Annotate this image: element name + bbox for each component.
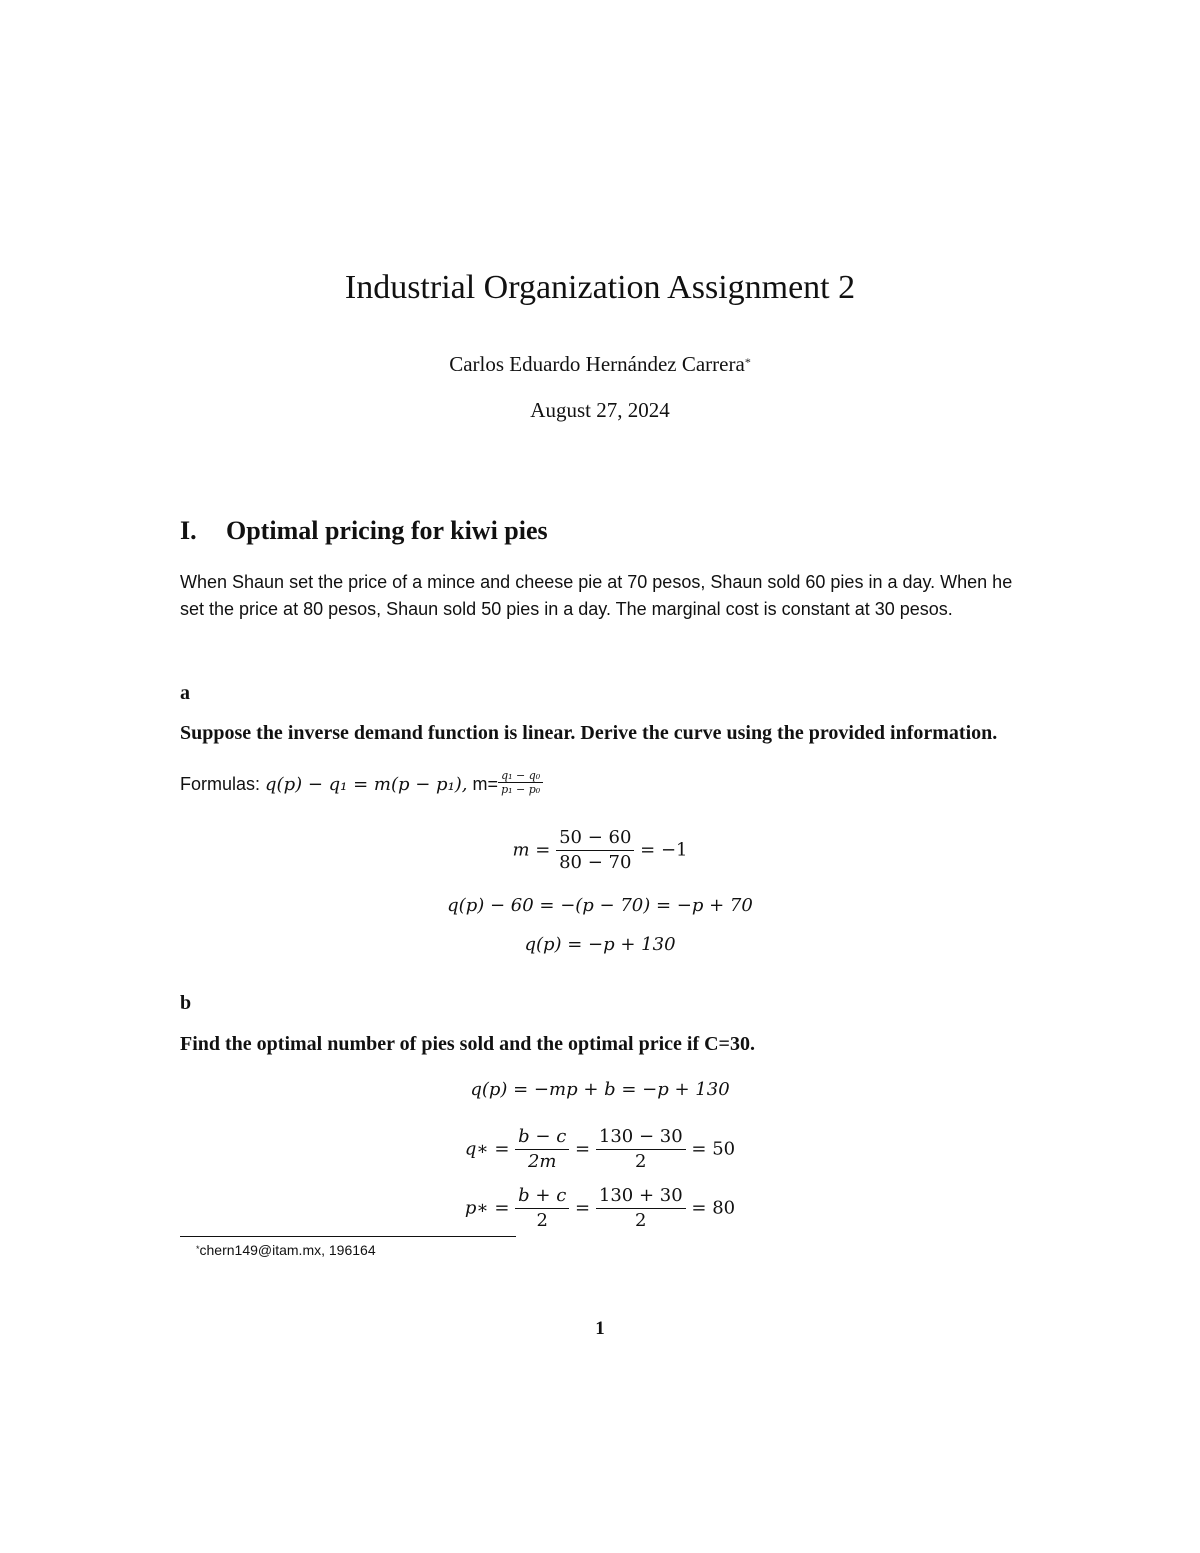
equation-optimal-price [0,1184,1200,1233]
section-intro-paragraph: When Shaun set the price of a mince and cheese pie at 70 pesos, Shaun sold 60 pies in a day. When he set the price at 80 pesos, Shaun sold 50 pies in a day. The marginal cost is constant at 30 pesos. [180,572,1013,619]
equation-lhs: q∗ = [464,1138,510,1160]
part-a-label: a [180,682,190,704]
part-a-question: Suppose the inverse demand function is linear. Derive the curve using the provided information. [180,722,998,744]
formula-point-slope: q(p) − q₁ = m(p − p₁), [265,774,468,795]
footnote-text: chern149@itam.mx, 196164 [199,1242,376,1258]
equation-lhs: m = [512,839,551,861]
fraction-numerator: 130 + 30 [596,1184,686,1209]
equation-rhs: = 80 [691,1197,736,1219]
footnote [196,1240,376,1260]
equation-demand-result: q(p) = −p + 130 [524,934,676,955]
fraction-numerator: b + c [515,1184,569,1209]
part-b-question: Find the optimal number of pies sold and the optimal price if C=30. [180,1033,755,1055]
equation-fraction [515,1125,569,1174]
fraction-denominator: 2 [635,1151,647,1172]
footnote-mark: * [196,1244,200,1254]
part-b-label: b [180,992,192,1014]
equals-sign: = [575,1138,591,1160]
section-heading [180,514,548,548]
author-footnote-mark: * [744,355,751,369]
fraction-numerator: q₁ − q₀ [498,769,543,783]
equation-fraction [515,1184,569,1233]
equation-rhs: = −1 [640,839,688,861]
formula-slope-fraction [498,769,543,796]
fraction-numerator: 130 − 30 [596,1125,686,1150]
equation-fraction [596,1125,686,1174]
formulas-line [180,768,543,799]
equation-slope [0,826,1200,875]
fraction-denominator: 80 − 70 [559,852,632,873]
fraction-denominator: 2 [536,1210,548,1231]
fraction-numerator: b − c [515,1125,569,1150]
equation-lhs: p∗ = [464,1197,510,1219]
author-name: Carlos Eduardo Hernández Carrera [449,352,745,376]
equation-demand-step: q(p) − 60 = −(p − 70) = −p + 70 [447,895,753,916]
fraction-denominator: 2m [527,1151,557,1172]
footnote-divider [180,1236,516,1237]
page-number: 1 [595,1318,605,1339]
section-number: I. [180,516,197,545]
fraction-numerator: 50 − 60 [556,826,634,851]
equation-fraction [556,826,634,875]
equation-fraction [596,1184,686,1233]
fraction-denominator: p₁ − p₀ [501,782,541,796]
document-date: August 27, 2024 [530,398,670,422]
fraction-denominator: 2 [635,1210,647,1231]
equals-sign: = [575,1197,591,1219]
formulas-label: Formulas: [180,774,261,794]
equation-demand-general: q(p) = −mp + b = −p + 130 [470,1079,730,1100]
equation-optimal-quantity [0,1125,1200,1174]
document-title: Industrial Organization Assignment 2 [344,269,856,306]
author-line [0,350,1200,378]
section-title: Optimal pricing for kiwi pies [226,516,548,545]
equation-rhs: = 50 [691,1138,736,1160]
formula-slope-prefix: m= [472,774,499,794]
